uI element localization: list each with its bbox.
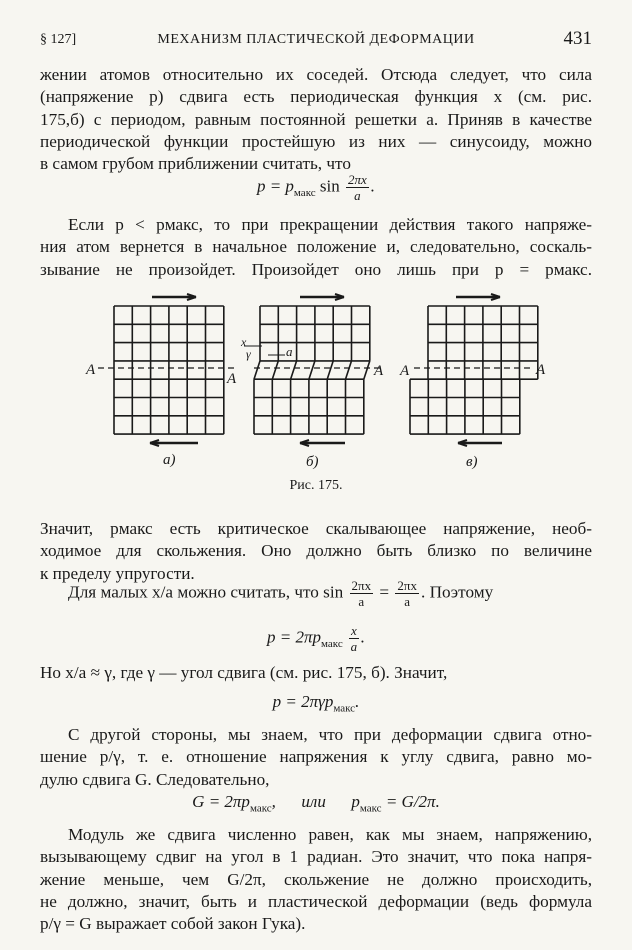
formula-shear-modulus: $G = 2\pi p_{макс}$, или $p_{макс} = G/2\pi$. [192,792,440,815]
lattice-b-shear [272,361,278,379]
page-number: 431 [563,28,592,49]
figure-label-c: в) [466,454,478,470]
text-line: не должно, значит, быть и пластической деформации (ведь формула [40,891,592,911]
lattice-b-shear [364,361,370,379]
axis-label-right-a: A [227,371,237,387]
text-line: дулю сдвига G. Следовательно, [40,769,270,789]
figure-label-b: б) [306,454,319,470]
section-ref: § 127] [40,32,77,47]
text-line: Значит, pмакс есть критическое скалывающее напряжение, необ- [40,519,592,538]
figure-label-a: а) [163,452,176,468]
gamma-label: γ [246,347,251,361]
axis-label-right-c: A [536,362,546,378]
formula-gamma: p = 2πγp$_{макс}$. [272,692,360,715]
text-line: Модуль же сдвига численно равен, как мы знаем, напряжению, [68,825,592,844]
paragraph-6 [40,724,592,791]
axis-label-left-c: A [400,363,410,379]
paragraph-7 [40,824,592,935]
text-line: к пределу упругости. [40,563,195,583]
text-line: С другой стороны, мы знаем, что при деформации сдвига отно- [68,725,592,744]
a-label: a [286,344,293,359]
text-line: 175,б) с периодом, равным постоянной решетки a. Приняв в качестве [40,109,592,129]
fraction: $\frac{x}{a}$ [350,623,358,654]
text-line: в самом грубом приближении считать, что [40,154,351,174]
axis-label-left-b: A [374,363,384,379]
paragraph-5: Но x/a ≈ γ, где γ — угол сдвига (см. рис. 175, б). Значит, [40,663,448,682]
axis-label-left-a: A [86,362,96,378]
lattice-b-shear [254,361,260,379]
text-line: зывание не произойдет. Произойдет оно лишь при p = pмакс. [40,259,592,279]
text-line: вызывающему сдвиг на угол в 1 радиан. Это значит, что пока напря- [40,847,592,867]
fraction: $\frac{2\pi x}{a}$ [351,578,372,609]
lattice-b-shear [309,361,315,379]
x-label: x [241,335,247,349]
formula-linear: $p = 2\pi p_{макс}$ $\frac{x}{a}$ . [266,623,365,654]
paragraph-4: Для малых x/a можно считать, что sin $\frac{2\pi x}{a}$ = $\frac{2\pi x}{a}$ . Поэтому [68,578,494,609]
text-line: p/γ = G выражает собой закон Гука). [40,914,306,934]
text-line: периодической функции простейшую из них — синусоиду, можно [40,131,592,151]
text-line: ходимое для скольжения. Оно должно быть близко по величине [40,541,592,561]
fraction: $\frac{2\pi x}{a}$ [397,578,417,609]
text-line: шение p/γ, т. е. отношение напряжения к углу сдвига, равно мо- [40,747,592,767]
text-line: Если p < pмакс, то при прекращении действия такого напряже- [68,215,592,234]
formula-sine: $p = p_{макс}$ sin $\frac{2\pi x}{a}$ . [256,172,376,203]
text-line: жении атомов относительно их соседей. Отсюда следует, что сила [40,65,592,84]
lattice-b-shear [291,361,297,379]
fraction: $\frac{2\pi x}{a}$ [348,172,367,203]
figure-caption: Рис. 175. [289,478,343,493]
text-line: ния атом вернется в начальное положение и, следовательно, соскаль- [40,237,592,257]
lattice-b-shear [327,361,333,379]
lattice-b-shear [346,361,352,379]
text-line: жение меньше, чем G/2π, скольжение не должно происходить, [40,869,592,889]
chapter-title: МЕХАНИЗМ ПЛАСТИЧЕСКОЙ ДЕФОРМАЦИИ [157,32,475,47]
text-line: (напряжение p) сдвига есть периодическая функция x (см. рис. [40,87,592,107]
paragraph-3 [40,518,592,585]
